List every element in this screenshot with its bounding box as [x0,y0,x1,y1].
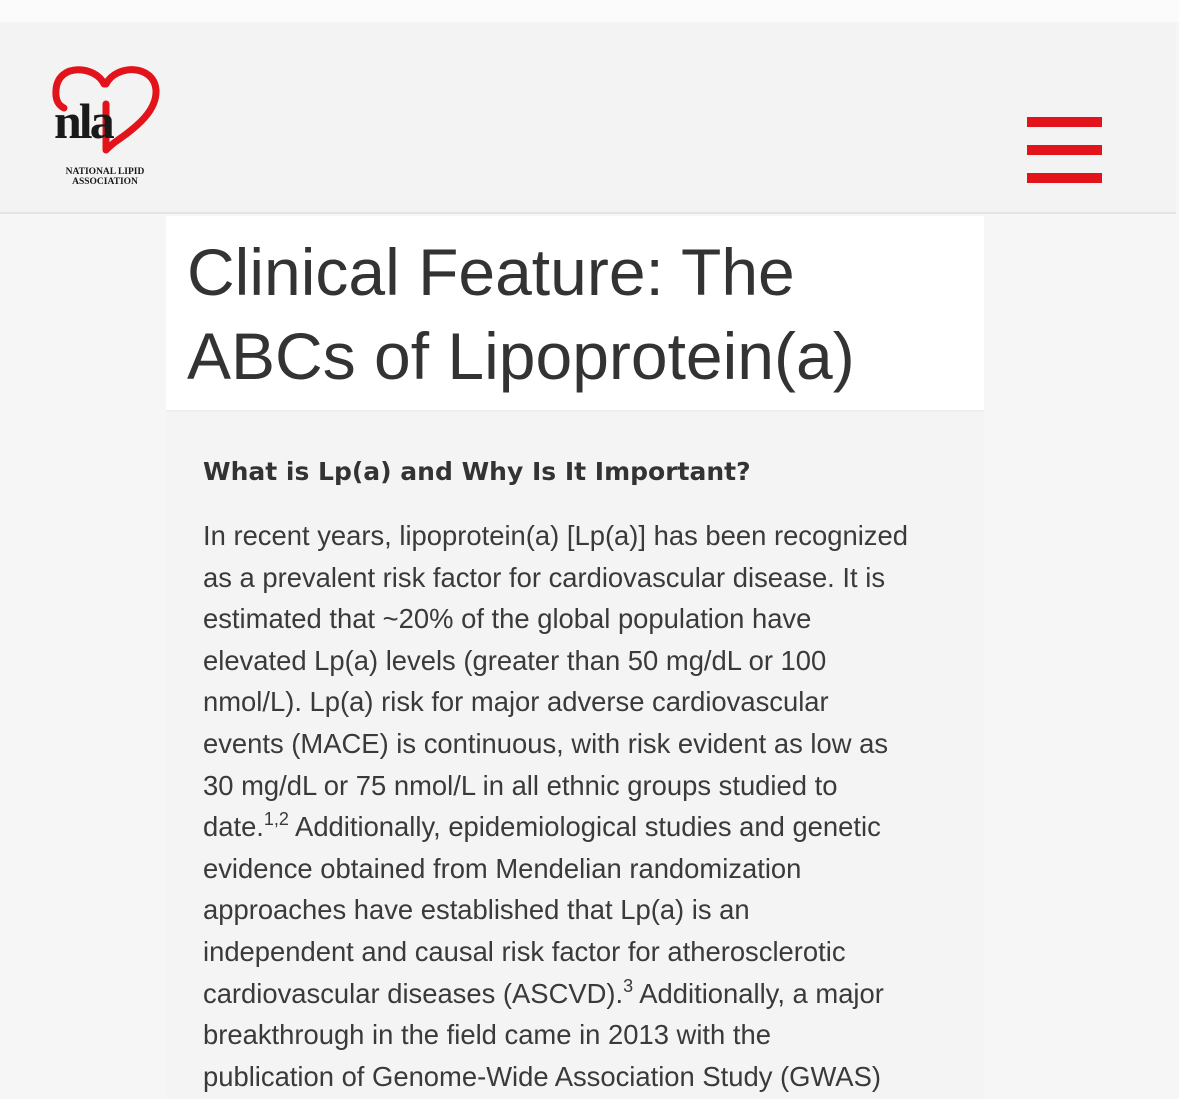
section-heading: What is Lp(a) and Why Is It Important? [203,457,751,486]
paragraph-line: publication of Genome-Wide Association Study (GWAS) [203,1060,881,1092]
logo-letters: nla [54,93,112,149]
paragraph-line: as a prevalent risk factor for cardiovascular disease. It is [203,561,886,593]
article-body [166,412,984,1099]
paragraph-text: Additionally, epidemiological studies and genetic [288,811,881,843]
menu-bar [1027,173,1102,183]
reference-superscript[interactable]: 3 [623,975,634,996]
paragraph-line [203,973,963,1015]
paragraph-line: breakthrough in the field came in 2013 with the [203,1019,771,1051]
nla-logo[interactable] [50,62,162,192]
paragraph-text: date. [203,811,264,843]
paragraph-line: approaches have established that Lp(a) is an [203,894,750,926]
site-header [0,22,1176,214]
paragraph-line: 30 mg/dL or 75 nmol/L in all ethnic groups studied to [203,769,838,801]
paragraph-line: elevated Lp(a) levels (greater than 50 mg/dL or 100 [203,644,827,676]
paragraph-line: evidence obtained from Mendelian randomization [203,852,802,884]
paragraph-text: Additionally, a major [633,977,884,1009]
article-paragraph [203,515,963,1097]
logo-subtitle: NATIONAL LIPID ASSOCIATION [65,167,145,187]
paragraph-line: estimated that ~20% of the global population have [203,603,812,635]
paragraph-line: independent and causal risk factor for atherosclerotic [203,935,846,967]
hamburger-menu-icon[interactable] [1027,117,1102,183]
reference-superscript[interactable]: 1,2 [263,809,289,830]
menu-bar [1027,117,1102,127]
menu-bar [1027,145,1102,155]
title-block [166,216,984,412]
paragraph-line: In recent years, lipoprotein(a) [Lp(a)] has been recognized [203,520,908,551]
top-strip [0,0,1179,22]
page-title: Clinical Feature: The ABCs of Lipoprotein(a) [187,235,855,393]
paragraph-text: cardiovascular diseases (ASCVD). [203,977,624,1009]
paragraph-line [203,806,963,848]
paragraph-line: events (MACE) is continuous, with risk evident as low as [203,727,889,759]
paragraph-line: nmol/L). Lp(a) risk for major adverse cardiovascular [203,686,829,718]
